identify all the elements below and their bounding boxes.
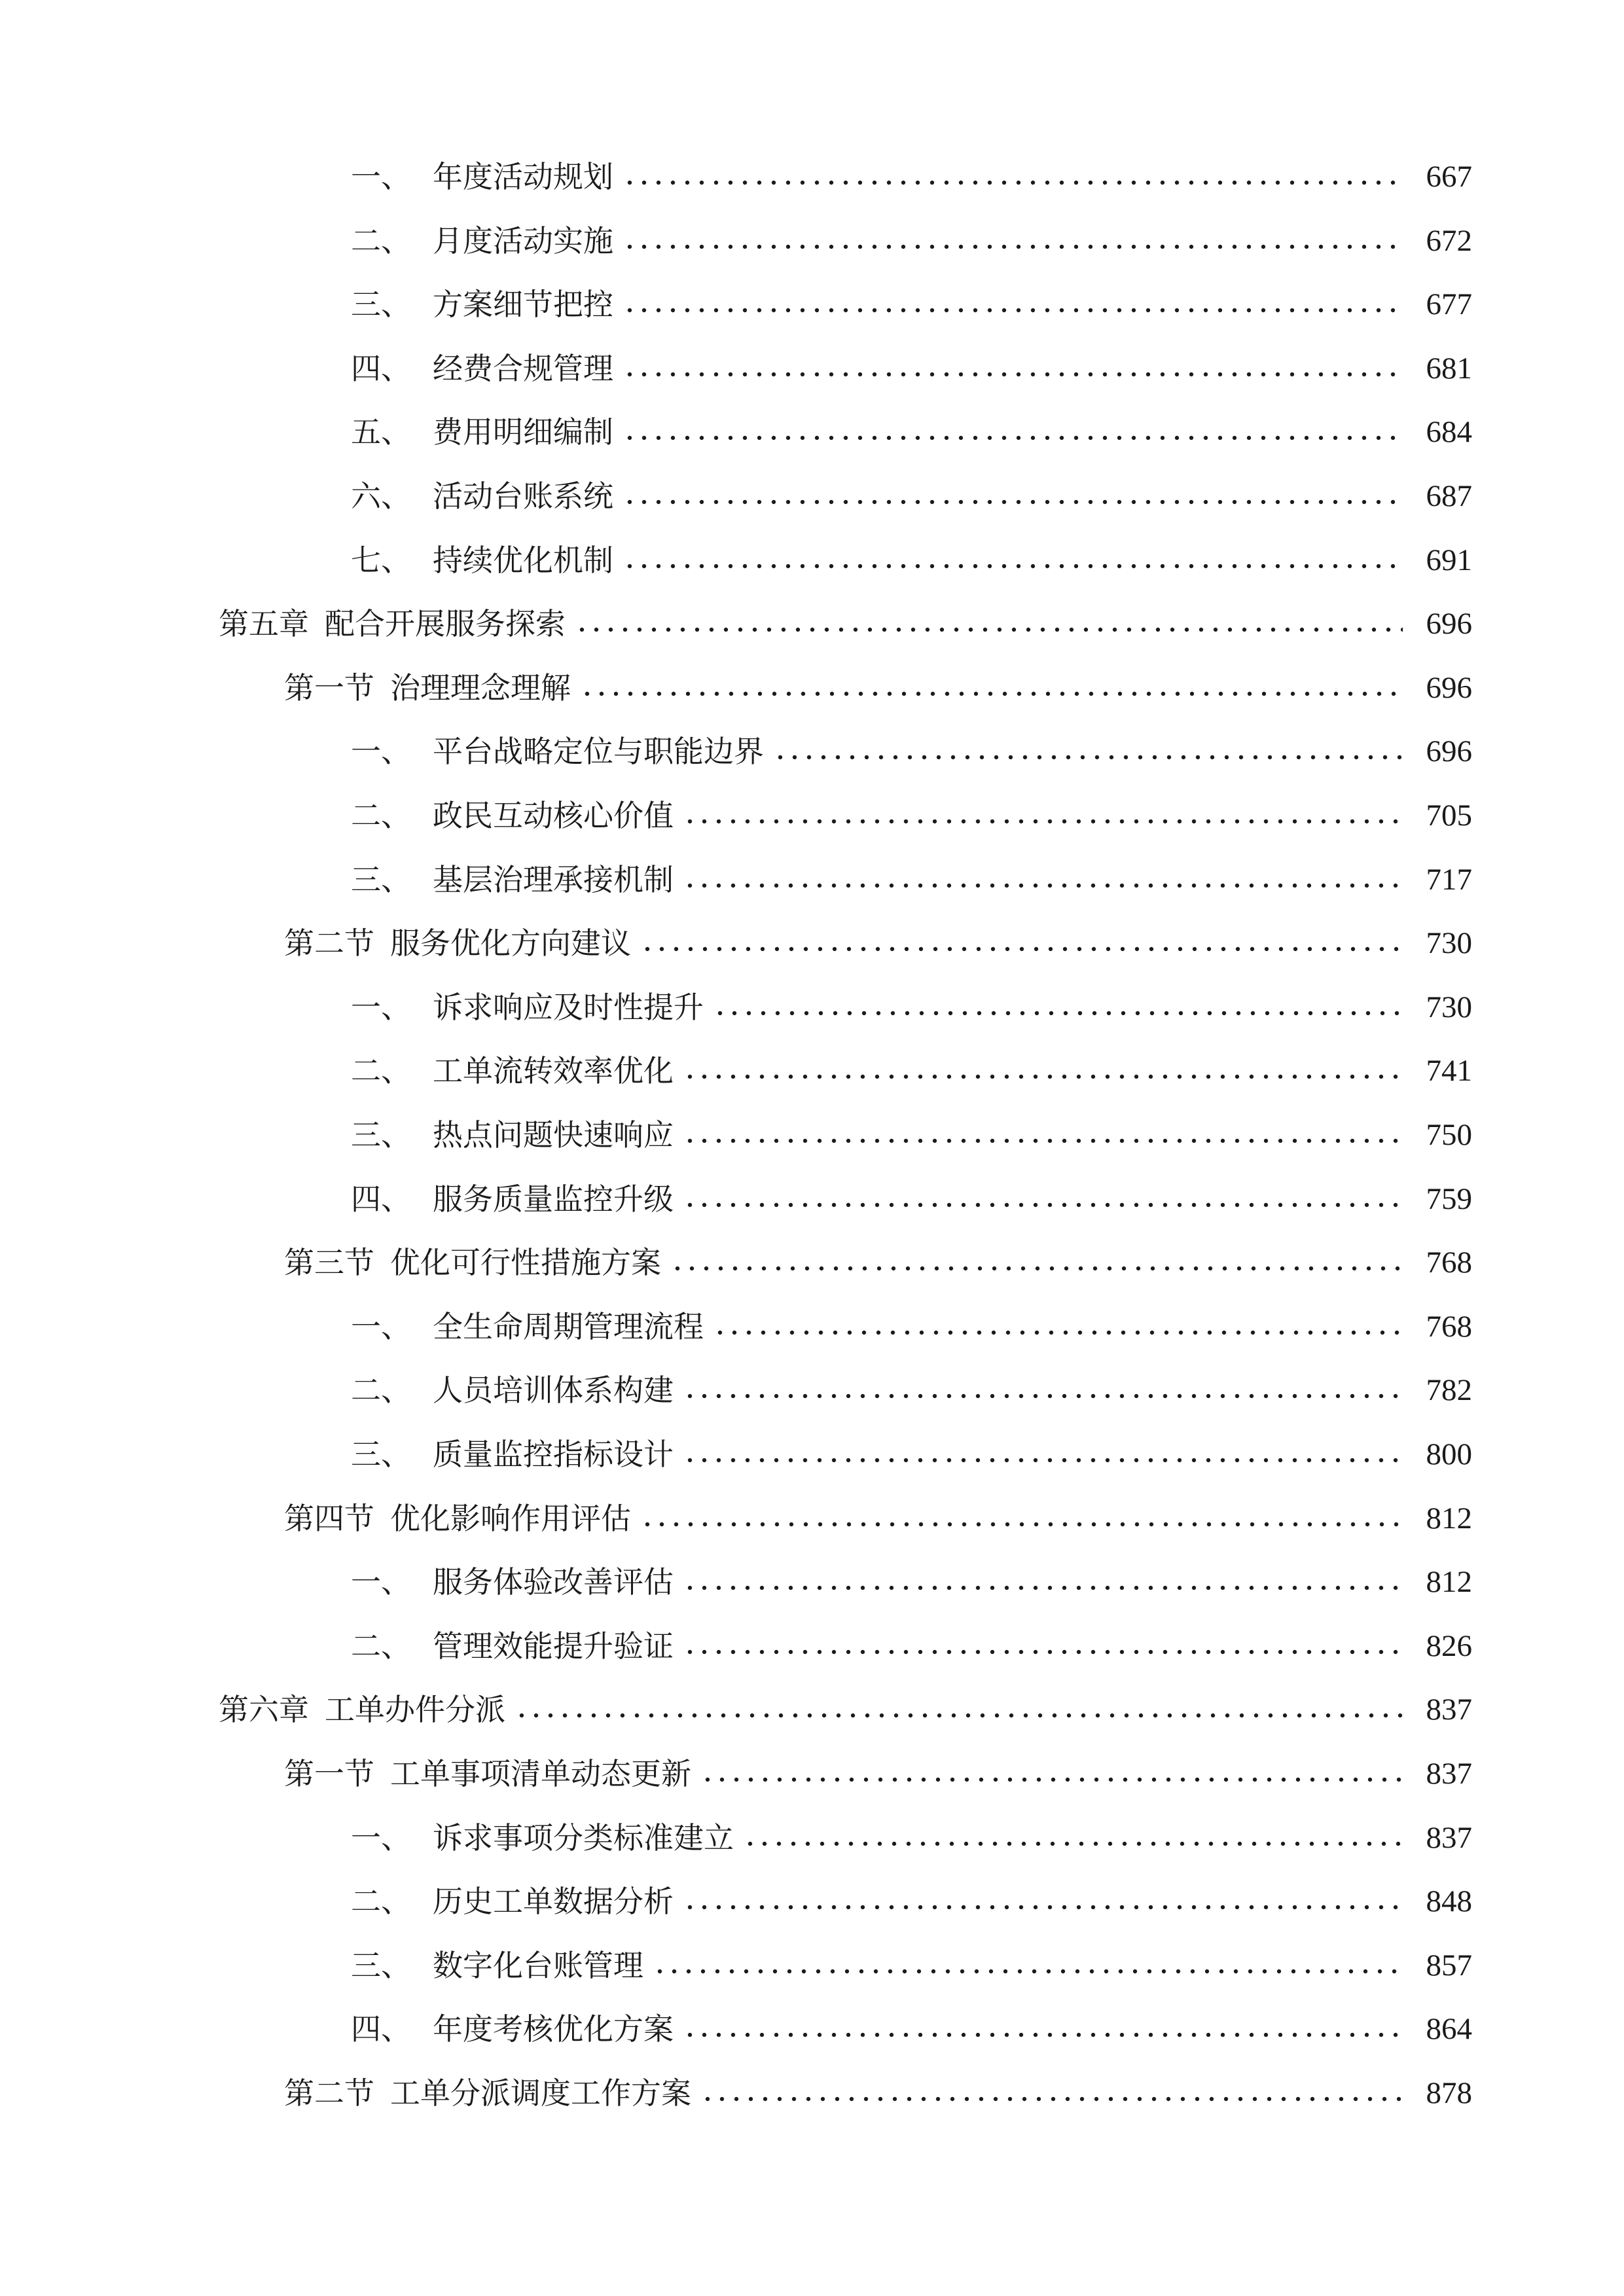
dot-leader: [623, 499, 1403, 505]
dot-leader: [700, 2096, 1403, 2102]
toc-page-number: 848: [1426, 1884, 1472, 1918]
dot-leader: [623, 372, 1403, 377]
toc-page-number: 837: [1426, 1821, 1472, 1855]
toc-entry-number: 六、: [351, 478, 411, 514]
toc-entry-number: 第一节: [284, 670, 374, 706]
dot-leader: [713, 1011, 1403, 1016]
toc-entry-title: 方案细节把控: [433, 287, 613, 322]
dot-leader: [640, 946, 1403, 952]
toc-page-number: 730: [1426, 990, 1472, 1024]
toc-subsection-entry[interactable]: [351, 534, 1472, 586]
toc-entry-number: 二、: [351, 798, 411, 833]
toc-entry-title: 服务体验改善评估: [433, 1564, 674, 1600]
dot-leader: [670, 1266, 1403, 1271]
toc-page-number: 717: [1426, 863, 1472, 897]
dot-leader: [683, 1393, 1403, 1399]
toc-page-number: 812: [1426, 1501, 1472, 1535]
toc-entry-title: 持续优化机制: [433, 543, 613, 578]
toc-page-number: 741: [1426, 1054, 1472, 1088]
toc-entry-number: 一、: [351, 1820, 411, 1856]
toc-page-number: 812: [1426, 1565, 1472, 1599]
toc-entry-number: 一、: [351, 1564, 411, 1600]
toc-entry-title: 优化可行性措施方案: [390, 1245, 661, 1280]
toc-entry-title: 年度活动规划: [433, 159, 613, 194]
toc-subsection-entry[interactable]: [351, 1812, 1472, 1864]
toc-entry-number: 二、: [351, 1372, 411, 1408]
toc-entry-title: 全生命周期管理流程: [433, 1309, 704, 1344]
toc-entry-title: 治理理念理解: [390, 670, 571, 706]
dot-leader: [743, 1841, 1403, 1846]
toc-entry-title: 年度考核优化方案: [433, 2011, 674, 2047]
toc-entry-title: 政民互动核心价值: [433, 798, 674, 833]
toc-subsection-entry[interactable]: [351, 1620, 1472, 1672]
toc-page-number: 759: [1426, 1182, 1472, 1216]
dot-leader: [623, 180, 1403, 185]
toc-entry-number: 五、: [351, 414, 411, 450]
toc-subsection-entry[interactable]: [351, 215, 1472, 267]
toc-entry-title: 诉求事项分类标准建立: [433, 1820, 734, 1856]
toc-entry-number: 三、: [351, 287, 411, 322]
dot-leader: [514, 1713, 1403, 1718]
toc-entry-title: 工单流转效率优化: [433, 1053, 674, 1088]
toc-entry-number: 第三节: [284, 1245, 374, 1280]
dot-leader: [575, 627, 1403, 632]
toc-entry-number: 四、: [351, 1181, 411, 1217]
toc-entry-title: 基层治理承接机制: [433, 862, 674, 897]
toc-entry-number: 一、: [351, 734, 411, 769]
toc-page-number: 672: [1426, 224, 1472, 258]
toc-page-number: 677: [1426, 287, 1472, 321]
toc-page-number: 826: [1426, 1629, 1472, 1663]
toc-section-entry[interactable]: [284, 1236, 1472, 1289]
toc-section-entry[interactable]: [284, 1492, 1472, 1545]
dot-leader: [623, 308, 1403, 313]
toc-section-entry[interactable]: [284, 2067, 1472, 2119]
toc-entry-number: 一、: [351, 990, 411, 1025]
toc-page-number: 768: [1426, 1246, 1472, 1280]
toc-entry-number: 七、: [351, 543, 411, 578]
toc-page-number: 857: [1426, 1948, 1472, 1982]
toc-entry-number: 第二节: [284, 2075, 374, 2111]
toc-page-number: 837: [1426, 1693, 1472, 1727]
dot-leader: [623, 435, 1403, 440]
toc-entry-number: 四、: [351, 2011, 411, 2047]
toc-entry-number: 三、: [351, 1117, 411, 1153]
toc-entry-title: 人员培训体系构建: [433, 1372, 674, 1408]
toc-entry-title: 历史工单数据分析: [433, 1884, 674, 1919]
toc-subsection-entry[interactable]: [351, 853, 1472, 906]
dot-leader: [683, 1074, 1403, 1079]
toc-entry-title: 诉求响应及时性提升: [433, 990, 704, 1025]
toc-section-entry[interactable]: [284, 1748, 1472, 1800]
toc-subsection-entry[interactable]: [351, 342, 1472, 395]
toc-page-number: 837: [1426, 1757, 1472, 1791]
toc-page-number: 800: [1426, 1437, 1472, 1471]
toc-page-number: 684: [1426, 415, 1472, 449]
toc-chapter-entry[interactable]: [219, 1683, 1472, 1736]
toc-subsection-entry[interactable]: [351, 1045, 1472, 1097]
dot-leader: [623, 564, 1403, 569]
dot-leader: [683, 2032, 1403, 2037]
toc-entry-title: 管理效能提升验证: [433, 1628, 674, 1664]
toc-entry-number: 第五章: [219, 606, 309, 641]
toc-subsection-entry[interactable]: [351, 1300, 1472, 1353]
toc-entry-title: 优化影响作用评估: [390, 1501, 631, 1536]
dot-leader: [640, 1522, 1403, 1527]
toc-subsection-entry[interactable]: [351, 1939, 1472, 1992]
dot-leader: [683, 1905, 1403, 1910]
toc-entry-title: 服务质量监控升级: [433, 1181, 674, 1217]
dot-leader: [683, 1138, 1403, 1143]
toc-page-number: 730: [1426, 926, 1472, 960]
toc-entry-title: 服务优化方向建议: [390, 925, 631, 961]
toc-subsection-entry[interactable]: [351, 2003, 1472, 2055]
toc-entry-number: 一、: [351, 159, 411, 194]
toc-entry-title: 配合开展服务探索: [325, 606, 566, 641]
toc-entry-title: 工单分派调度工作方案: [390, 2075, 691, 2111]
dot-leader: [623, 244, 1403, 249]
dot-leader: [683, 1458, 1403, 1463]
toc-subsection-entry[interactable]: [351, 1428, 1472, 1480]
toc-entry-number: 二、: [351, 1053, 411, 1088]
toc-entry-number: 第二节: [284, 925, 374, 961]
toc-entry-title: 月度活动实施: [433, 223, 613, 259]
toc-entry-number: 第四节: [284, 1501, 374, 1536]
toc-page-number: 691: [1426, 543, 1472, 577]
toc-subsection-entry[interactable]: [351, 1109, 1472, 1161]
toc-page-number: 681: [1426, 351, 1472, 386]
dot-leader: [653, 1969, 1403, 1974]
toc-entry-title: 工单事项清单动态更新: [390, 1756, 691, 1791]
toc-chapter-entry[interactable]: [219, 598, 1472, 650]
dot-leader: [773, 755, 1403, 760]
toc-subsection-entry[interactable]: [351, 1875, 1472, 1928]
toc-subsection-entry[interactable]: [351, 789, 1472, 842]
toc-page-number: 687: [1426, 479, 1472, 513]
toc-page-number: 696: [1426, 734, 1472, 768]
toc-subsection-entry[interactable]: [351, 981, 1472, 1033]
toc-page-number: 705: [1426, 798, 1472, 833]
dot-leader: [700, 1777, 1403, 1782]
toc-entry-title: 费用明细编制: [433, 414, 613, 450]
toc-entry-number: 三、: [351, 862, 411, 897]
toc-page-number: 696: [1426, 671, 1472, 705]
dot-leader: [683, 1585, 1403, 1590]
dot-leader: [683, 1202, 1403, 1208]
toc-entry-title: 热点问题快速响应: [433, 1117, 674, 1153]
toc-entry-number: 第一节: [284, 1756, 374, 1791]
toc-entry-title: 工单办件分派: [325, 1692, 505, 1727]
toc-page-number: 768: [1426, 1310, 1472, 1344]
toc-subsection-entry[interactable]: [351, 470, 1472, 522]
toc-entry-number: 一、: [351, 1309, 411, 1344]
toc-entry-title: 经费合规管理: [433, 351, 613, 386]
toc-entry-number: 四、: [351, 351, 411, 386]
dot-leader: [683, 883, 1403, 888]
toc-entry-number: 三、: [351, 1948, 411, 1983]
toc-entry-number: 二、: [351, 223, 411, 259]
toc-page-number: 750: [1426, 1118, 1472, 1152]
toc-entry-title: 活动台账系统: [433, 478, 613, 514]
toc-subsection-entry[interactable]: [351, 406, 1472, 458]
toc-page-number: 667: [1426, 160, 1472, 194]
toc-entry-title: 数字化台账管理: [433, 1948, 643, 1983]
toc-section-entry[interactable]: [284, 917, 1472, 969]
toc-subsection-entry[interactable]: [351, 278, 1472, 331]
toc-entry-number: 第六章: [219, 1692, 309, 1727]
toc-subsection-entry[interactable]: [351, 725, 1472, 778]
toc-section-entry[interactable]: [284, 662, 1472, 714]
toc-entry-title: 平台战略定位与职能边界: [433, 734, 764, 769]
toc-subsection-entry[interactable]: [351, 1173, 1472, 1225]
toc-entry-number: 二、: [351, 1884, 411, 1919]
toc-entry-title: 质量监控指标设计: [433, 1437, 674, 1472]
dot-leader: [713, 1330, 1403, 1335]
toc-page-number: 864: [1426, 2012, 1472, 2046]
toc-subsection-entry[interactable]: [351, 1556, 1472, 1608]
dot-leader: [580, 691, 1403, 696]
dot-leader: [683, 819, 1403, 824]
toc-entry-number: 三、: [351, 1437, 411, 1472]
toc-entry-number: 二、: [351, 1628, 411, 1664]
dot-leader: [683, 1649, 1403, 1655]
toc-page-number: 696: [1426, 607, 1472, 641]
toc-subsection-entry[interactable]: [351, 1364, 1472, 1416]
toc-page-number: 782: [1426, 1373, 1472, 1407]
toc-page-number: 878: [1426, 2076, 1472, 2110]
toc-subsection-entry[interactable]: [351, 151, 1472, 203]
